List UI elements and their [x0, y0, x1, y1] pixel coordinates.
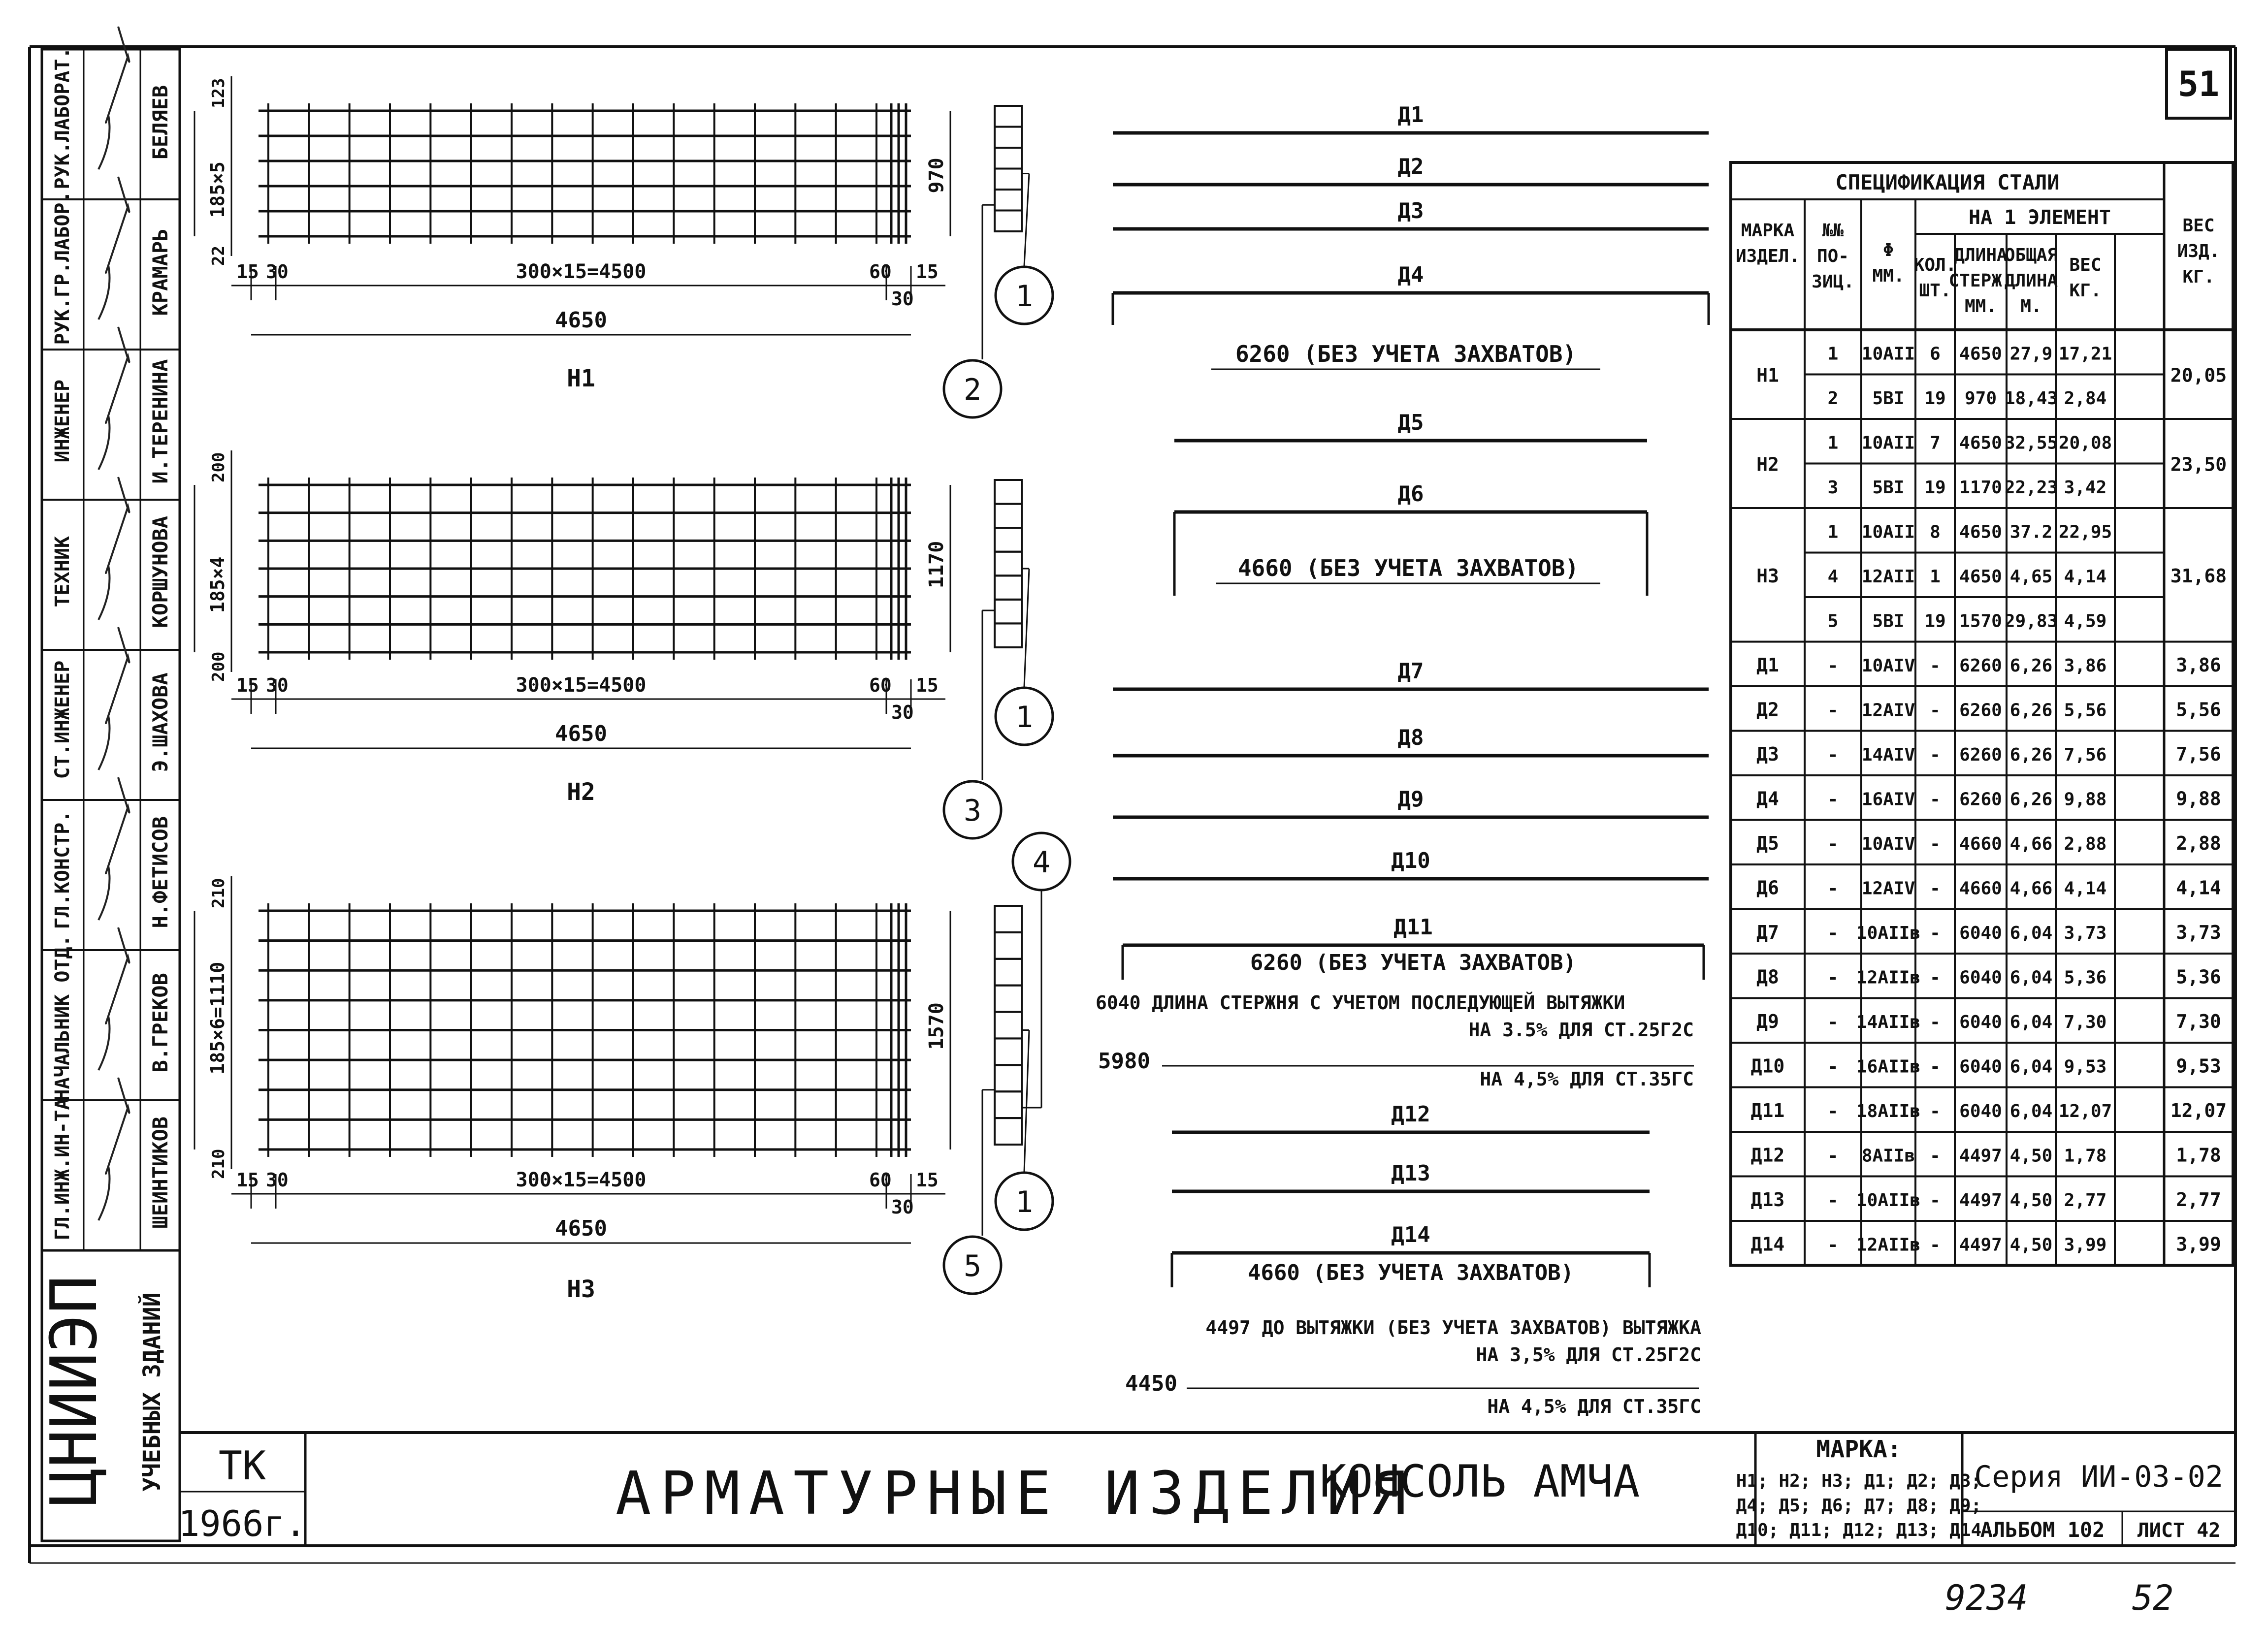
mesh-dim: 15 [916, 1169, 939, 1191]
spec-cell-qty: 6 [1930, 344, 1941, 364]
spec-cell-mark: Д13 [1750, 1188, 1785, 1211]
position-marker-label: 1 [1015, 279, 1034, 314]
spec-cell-weight: 7,30 [2064, 1012, 2107, 1032]
mesh-vdim: 200 [209, 651, 228, 682]
spec-cell-dia: 12АII [1861, 566, 1915, 587]
mesh-dim: 15 [916, 261, 939, 283]
stamp-role: ГЛ.КОНСТР. [51, 810, 74, 929]
spec-cell-qty: 19 [1924, 388, 1946, 409]
spec-cell-mark: Д10 [1750, 1055, 1785, 1077]
spec-cell-qty: - [1930, 967, 1941, 988]
spec-cell-mark: Д6 [1756, 877, 1779, 899]
spec-cell-dia: 16АIV [1861, 789, 1915, 810]
spec-cell-pos: 1 [1827, 522, 1839, 543]
position-marker-label: 5 [963, 1249, 982, 1283]
spec-cell-weight: 3,99 [2064, 1235, 2107, 1255]
spec-cell-mark: Д11 [1750, 1099, 1785, 1121]
position-marker-label: 1 [1015, 700, 1034, 734]
spec-cell-len: 4650 [1959, 344, 2002, 364]
mesh-dim: 30 [891, 288, 914, 310]
rod-stretch-note: НА 3,5% ДЛЯ СТ.25Г2С [1476, 1344, 1701, 1366]
spec-cell-weight: 5,36 [2064, 967, 2107, 988]
spec-cell-qty: - [1930, 923, 1941, 943]
spec-cell-len: 4650 [1959, 522, 2002, 543]
rod-mark: Д12 [1391, 1102, 1430, 1127]
spec-cell-qty: - [1930, 833, 1941, 854]
spec-header-total: ОБЩАЯ [2004, 245, 2058, 265]
mesh-dim: 15 [236, 1169, 259, 1191]
spec-header-weight: ВЕС [2069, 255, 2102, 275]
spec-cell-dia: 14АIIв [1856, 1012, 1921, 1032]
spec-cell-total: 37.2 [2009, 522, 2053, 543]
spec-cell-qty: - [1930, 744, 1941, 765]
spec-cell-product-weight: 9,88 [2176, 788, 2221, 810]
spec-cell-qty: 19 [1924, 611, 1946, 632]
spec-cell-total: 22,23 [2004, 477, 2058, 498]
spec-cell-len: 6040 [1959, 1056, 2002, 1077]
spec-cell-total: 18,43 [2004, 388, 2058, 409]
spec-cell-weight: 9,88 [2064, 789, 2107, 810]
mesh-spacing: 300×15=4500 [516, 260, 647, 283]
spec-cell-len: 1170 [1959, 477, 2002, 498]
spec-cell-dia: 10АIIв [1856, 923, 1921, 943]
stamp-role: РУК.ГР.ЛАБОР. [51, 191, 74, 345]
stamp-name: ШЕИНТИКОВ [148, 1116, 172, 1229]
spec-header-qty: ШТ. [1919, 281, 1951, 301]
rod-stretch-value: 5980 [1098, 1049, 1150, 1074]
rod-stretch-note: 4497 ДО ВЫТЯЖКИ (БЕЗ УЧЕТА ЗАХВАТОВ) ВЫТЯЖКА [1205, 1317, 1701, 1339]
spec-header-dia: Φ [1883, 240, 1894, 260]
stamp-name: Э.ШАХОВА [148, 672, 172, 772]
spec-cell-qty: - [1930, 789, 1941, 810]
spec-cell-product-weight: 5,56 [2176, 699, 2221, 721]
rod-mark: Д3 [1397, 198, 1424, 223]
position-marker-label: 1 [1015, 1185, 1034, 1219]
mesh-dim: 30 [266, 261, 289, 283]
spec-cell-mark: Д9 [1756, 1010, 1779, 1032]
stamp-name: Н.ФЕТИСОВ [148, 816, 172, 928]
mesh-dim: 60 [869, 261, 892, 283]
spec-cell-total: 4,66 [2009, 878, 2053, 899]
spec-cell-len: 6040 [1959, 1012, 2002, 1032]
spec-cell-len: 4497 [1959, 1190, 2002, 1211]
spec-cell-len: 6040 [1959, 1101, 2002, 1121]
spec-cell-mark: Д4 [1756, 788, 1779, 810]
spec-cell-pos: - [1827, 1146, 1839, 1166]
spec-cell-dia: 12АIIв [1856, 1235, 1921, 1255]
mesh-spacing: 300×15=4500 [516, 674, 647, 697]
spec-cell-weight: 7,56 [2064, 744, 2107, 765]
spec-cell-product-weight: 3,73 [2176, 921, 2221, 943]
spec-cell-dia: 18АIIв [1856, 1101, 1921, 1121]
mesh-length: 4650 [555, 1216, 607, 1241]
mesh-vdim: 210 [209, 1149, 228, 1179]
spec-header-product_weight: КГ. [2182, 267, 2215, 287]
stamp-role: ГЛ.ИНЖ.ИН-ТА [51, 1098, 74, 1241]
rod-mark: Д9 [1397, 787, 1424, 812]
spec-cell-total: 4,50 [2009, 1190, 2053, 1211]
spec-header-dia: ММ. [1872, 266, 1905, 286]
spec-cell-total: 6,26 [2009, 655, 2053, 676]
stamp-name: В.ГРЕКОВ [148, 973, 172, 1073]
title-tk: ТК [218, 1443, 266, 1489]
title-main: АРМАТУРНЫЕ ИЗДЕЛИЯ [616, 1460, 1416, 1528]
spec-cell-pos: 2 [1827, 388, 1839, 409]
spec-cell-total: 6,26 [2009, 700, 2053, 721]
mesh-dim: 30 [891, 702, 914, 723]
series: Серия ИИ-03-02 [1974, 1460, 2223, 1494]
spec-cell-pos: 5 [1827, 611, 1839, 632]
spec-cell-mark: Д7 [1756, 921, 1779, 943]
marka-label: МАРКА: [1816, 1436, 1902, 1463]
spec-cell-pos: 3 [1827, 477, 1839, 498]
marka-line3: Д10; Д11; Д12; Д13; Д14 [1736, 1520, 1982, 1540]
mesh-dim: 60 [869, 674, 892, 696]
mesh-mark: Н2 [567, 778, 595, 806]
spec-cell-weight: 2,84 [2064, 388, 2107, 409]
rod-length-note: 6260 (БЕЗ УЧЕТА ЗАХВАТОВ) [1235, 341, 1577, 367]
rod-mark: Д10 [1391, 848, 1430, 873]
spec-cell-weight: 22,95 [2058, 522, 2112, 543]
rod-mark: Д1 [1397, 102, 1424, 128]
position-marker-label: 2 [963, 373, 982, 407]
spec-cell-qty: - [1930, 1235, 1941, 1255]
spec-cell-total: 29,83 [2004, 611, 2058, 632]
spec-cell-product-weight: 3,86 [2176, 654, 2221, 676]
spec-cell-dia: 5ВI [1872, 611, 1905, 632]
spec-cell-len: 6260 [1959, 744, 2002, 765]
stamp-role: ИНЖЕНЕР [51, 379, 74, 463]
mesh-height: 1170 [925, 541, 948, 588]
spec-cell-mark: Д14 [1750, 1233, 1785, 1255]
mesh-dim: 15 [916, 674, 939, 696]
spec-cell-qty: 7 [1930, 433, 1941, 453]
spec-cell-product-weight: 4,14 [2176, 877, 2221, 899]
position-marker-label: 3 [963, 794, 982, 828]
spec-cell-qty: - [1930, 1190, 1941, 1211]
spec-cell-weight: 5,56 [2064, 700, 2107, 721]
spec-header-product_weight: ВЕС [2182, 216, 2215, 236]
mesh-vdim: 185×6=1110 [207, 961, 228, 1075]
spec-cell-weight: 1,78 [2064, 1146, 2107, 1166]
spec-cell-total: 27,9 [2009, 344, 2053, 364]
spec-cell-total: 6,04 [2009, 967, 2053, 988]
spec-cell-pos: - [1827, 655, 1839, 676]
spec-cell-pos: - [1827, 1235, 1839, 1255]
spec-cell-total: 6,26 [2009, 744, 2053, 765]
sheet-label: ЛИСТ 42 [2137, 1519, 2221, 1542]
mesh-dim: 15 [236, 261, 259, 283]
spec-header-mark: ИЗДЕЛ. [1735, 246, 1800, 266]
spec-cell-dia: 5ВI [1872, 477, 1905, 498]
spec-cell-total: 4,66 [2009, 833, 2053, 854]
spec-header-pos: №№ [1822, 221, 1844, 241]
spec-cell-len: 4650 [1959, 566, 2002, 587]
spec-cell-dia: 10АIV [1861, 833, 1915, 854]
mesh-vdim: 210 [209, 878, 228, 908]
spec-cell-weight: 17,21 [2058, 344, 2112, 364]
spec-cell-len: 4497 [1959, 1235, 2002, 1255]
spec-cell-pos: - [1827, 1012, 1839, 1032]
mesh-vdim: 185×4 [207, 556, 228, 613]
spec-title: СПЕЦИФИКАЦИЯ СТАЛИ [1835, 170, 2060, 194]
rod-mark: Д5 [1397, 410, 1424, 435]
rod-mark: Д11 [1393, 915, 1433, 940]
mesh-vdim: 22 [209, 246, 228, 266]
spec-cell-qty: - [1930, 878, 1941, 899]
spec-cell-product-weight: 2,77 [2176, 1188, 2221, 1211]
spec-cell-dia: 10АII [1861, 522, 1915, 543]
mesh-dim: 30 [891, 1196, 914, 1218]
rod-length-note: 4660 (БЕЗ УЧЕТА ЗАХВАТОВ) [1237, 555, 1579, 581]
spec-cell-mark: Д1 [1756, 654, 1779, 676]
spec-cell-len: 4660 [1959, 878, 2002, 899]
mesh-height: 1570 [925, 1002, 948, 1050]
spec-cell-product-weight: 9,53 [2176, 1055, 2221, 1077]
spec-cell-mark: Н1 [1756, 364, 1779, 386]
spec-cell-product-weight: 5,36 [2176, 966, 2221, 988]
spec-cell-len: 4650 [1959, 433, 2002, 453]
spec-header-total: ДЛИНА [2004, 271, 2058, 291]
spec-cell-pos: 1 [1827, 433, 1839, 453]
rod-mark: Д2 [1397, 154, 1424, 179]
spec-cell-qty: - [1930, 1012, 1941, 1032]
spec-cell-qty: - [1930, 1101, 1941, 1121]
spec-header-total: М. [2020, 296, 2042, 317]
spec-cell-total: 4,50 [2009, 1146, 2053, 1166]
spec-cell-product-weight: 20,05 [2170, 364, 2227, 386]
spec-cell-len: 6260 [1959, 655, 2002, 676]
mesh-dim: 30 [266, 674, 289, 696]
rod-mark: Д6 [1397, 481, 1424, 507]
spec-cell-weight: 3,86 [2064, 655, 2107, 676]
stamp-org: ЦНИИЭП [36, 1275, 111, 1506]
spec-cell-product-weight: 12,07 [2170, 1099, 2227, 1121]
mesh-mark: Н3 [567, 1276, 595, 1303]
spec-cell-product-weight: 31,68 [2170, 565, 2227, 587]
spec-cell-qty: - [1930, 1146, 1941, 1166]
spec-cell-dia: 10АII [1861, 344, 1915, 364]
mesh-vdim: 185×5 [207, 161, 228, 218]
mesh-mark: Н1 [567, 365, 595, 392]
spec-cell-dia: 16АIIв [1856, 1056, 1921, 1077]
spec-cell-qty: - [1930, 700, 1941, 721]
spec-cell-pos: - [1827, 744, 1839, 765]
spec-cell-dia: 12АIV [1861, 700, 1915, 721]
spec-cell-mark: Н3 [1756, 565, 1779, 587]
spec-cell-total: 6,26 [2009, 789, 2053, 810]
spec-header-product_weight: ИЗД. [2177, 241, 2220, 261]
spec-cell-dia: 12АIIв [1856, 967, 1921, 988]
spec-cell-len: 4497 [1959, 1146, 2002, 1166]
spec-cell-qty: - [1930, 1056, 1941, 1077]
rod-mark: Д14 [1391, 1222, 1430, 1247]
spec-cell-dia: 14АIV [1861, 744, 1915, 765]
spec-cell-pos: - [1827, 1190, 1839, 1211]
title-suffix: КОНСОЛЬ АМЧА [1320, 1456, 1640, 1507]
spec-cell-len: 4660 [1959, 833, 2002, 854]
spec-cell-total: 6,04 [2009, 923, 2053, 943]
rod-stretch-note: НА 4,5% ДЛЯ СТ.35ГС [1480, 1068, 1694, 1090]
stamp-name: КОРШУНОВА [148, 515, 172, 628]
spec-cell-weight: 12,07 [2058, 1101, 2112, 1121]
spec-cell-weight: 2,77 [2064, 1190, 2107, 1211]
spec-header-qty: КОЛ. [1913, 255, 1957, 275]
spec-cell-total: 4,65 [2009, 566, 2053, 587]
spec-cell-weight: 4,14 [2064, 878, 2107, 899]
spec-header-pos: ПО- [1816, 246, 1849, 266]
spec-cell-pos: - [1827, 1101, 1839, 1121]
spec-cell-pos: 1 [1827, 344, 1839, 364]
spec-cell-product-weight: 2,88 [2176, 832, 2221, 854]
spec-cell-total: 6,04 [2009, 1056, 2053, 1077]
mesh-length: 4650 [555, 721, 607, 746]
spec-cell-pos: - [1827, 833, 1839, 854]
rod-stretch-note: НА 4,5% ДЛЯ СТ.35ГС [1487, 1396, 1701, 1417]
mesh-dim: 15 [236, 674, 259, 696]
spec-cell-weight: 3,73 [2064, 923, 2107, 943]
mesh-height: 970 [925, 158, 948, 193]
spec-cell-len: 6260 [1959, 700, 2002, 721]
title-year: 1966г. [178, 1503, 307, 1544]
rod-mark: Д8 [1397, 725, 1424, 750]
spec-cell-pos: - [1827, 967, 1839, 988]
spec-cell-mark: Д2 [1756, 699, 1779, 721]
spec-cell-total: 6,04 [2009, 1101, 2053, 1121]
spec-header-len: СТЕРЖ. [1948, 271, 2013, 291]
stamp-name: И.ТЕРЕНИНА [148, 359, 172, 484]
rod-stretch-value: 4450 [1125, 1371, 1177, 1396]
sheet-number: 51 [2177, 64, 2220, 104]
spec-cell-qty: 19 [1924, 477, 1946, 498]
rod-length-note: 6260 (БЕЗ УЧЕТА ЗАХВАТОВ) [1250, 950, 1577, 975]
spec-cell-weight: 4,14 [2064, 566, 2107, 587]
mesh-spacing: 300×15=4500 [516, 1169, 647, 1191]
stamp-role: РУК.ЛАБОРАТ. [51, 47, 74, 190]
spec-cell-pos: 4 [1827, 566, 1839, 587]
spec-cell-qty: 8 [1930, 522, 1941, 543]
spec-header-mark: МАРКА [1741, 221, 1795, 241]
spec-cell-weight: 20,08 [2058, 433, 2112, 453]
spec-header-weight: КГ. [2069, 281, 2102, 301]
spec-cell-mark: Д12 [1750, 1144, 1785, 1166]
spec-cell-dia: 10АII [1861, 433, 1915, 453]
mesh-length: 4650 [555, 308, 607, 333]
spec-cell-total: 32,55 [2004, 433, 2058, 453]
spec-cell-dia: 5ВI [1872, 388, 1905, 409]
spec-cell-total: 6,04 [2009, 1012, 2053, 1032]
spec-cell-len: 6040 [1959, 967, 2002, 988]
spec-cell-dia: 12АIV [1861, 878, 1915, 899]
spec-header-len: ММ. [1964, 296, 1997, 317]
spec-cell-total: 4,50 [2009, 1235, 2053, 1255]
spec-cell-product-weight: 7,56 [2176, 743, 2221, 765]
spec-cell-dia: 8АIIв [1861, 1146, 1915, 1166]
spec-cell-mark: Д5 [1756, 832, 1779, 854]
spec-cell-weight: 3,42 [2064, 477, 2107, 498]
stamp-role: ТЕХНИК [51, 536, 74, 607]
spec-cell-qty: 1 [1930, 566, 1941, 587]
stamp-name: БЕЛЯЕВ [148, 85, 172, 160]
mesh-dim: 60 [869, 1169, 892, 1191]
spec-cell-pos: - [1827, 1056, 1839, 1077]
mesh-vdim: 123 [209, 78, 228, 108]
spec-cell-product-weight: 7,30 [2176, 1010, 2221, 1032]
spec-cell-len: 1570 [1959, 611, 2002, 632]
marka-line1: Н1; Н2; Н3; Д1; Д2; Д3; [1736, 1471, 1982, 1491]
spec-cell-mark: Д8 [1756, 966, 1779, 988]
spec-header: НА 1 ЭЛЕМЕНТ [1969, 206, 2111, 229]
position-marker-label: 4 [1032, 845, 1051, 880]
spec-cell-dia: 10АIV [1861, 655, 1915, 676]
spec-cell-weight: 4,59 [2064, 611, 2107, 632]
stamp-name: КРАМАРЬ [148, 228, 172, 316]
spec-cell-pos: - [1827, 700, 1839, 721]
spec-cell-len: 6260 [1959, 789, 2002, 810]
rod-stretch-note: 6040 ДЛИНА СТЕРЖНЯ С УЧЕТОМ ПОСЛЕДУЮЩЕЙ ВЫТЯЖКИ [1096, 992, 1625, 1014]
stamp-role: СТ.ИНЖЕНЕР [51, 660, 74, 779]
rod-stretch-note: НА 3.5% ДЛЯ СТ.25Г2С [1468, 1019, 1694, 1041]
spec-cell-mark: Д3 [1756, 743, 1779, 765]
spec-cell-qty: - [1930, 655, 1941, 676]
page-number-left: 9234 [1945, 1578, 2028, 1618]
spec-cell-pos: - [1827, 923, 1839, 943]
spec-cell-weight: 9,53 [2064, 1056, 2107, 1077]
rod-mark: Д7 [1397, 659, 1424, 684]
mesh-dim: 30 [266, 1169, 289, 1191]
spec-cell-dia: 10АIIв [1856, 1190, 1921, 1211]
spec-cell-len: 6040 [1959, 923, 2002, 943]
album: АЛЬБОМ 102 [1980, 1518, 2105, 1542]
mesh-vdim: 200 [209, 452, 228, 482]
rod-mark: Д4 [1397, 262, 1424, 287]
spec-cell-product-weight: 23,50 [2170, 453, 2227, 476]
spec-cell-product-weight: 1,78 [2176, 1144, 2221, 1166]
rod-length-note: 4660 (БЕЗ УЧЕТА ЗАХВАТОВ) [1247, 1260, 1574, 1285]
spec-cell-mark: Н2 [1756, 453, 1779, 476]
page-number-right: 52 [2132, 1578, 2174, 1618]
rod-mark: Д13 [1391, 1161, 1430, 1186]
spec-cell-product-weight: 3,99 [2176, 1233, 2221, 1255]
spec-header-pos: ЗИЦ. [1812, 272, 1854, 292]
spec-cell-weight: 2,88 [2064, 833, 2107, 854]
spec-cell-pos: - [1827, 789, 1839, 810]
spec-cell-pos: - [1827, 878, 1839, 899]
stamp-org-sub: УЧЕБНЫХ ЗДАНИЙ [138, 1292, 166, 1492]
stamp-role: НАЧАЛЬНИК ОТД. [51, 935, 74, 1101]
marka-line2: Д4; Д5; Д6; Д7; Д8; Д9; [1736, 1496, 1982, 1516]
spec-cell-len: 970 [1964, 388, 1997, 409]
spec-header-len: ДЛИНА [1954, 245, 2008, 265]
